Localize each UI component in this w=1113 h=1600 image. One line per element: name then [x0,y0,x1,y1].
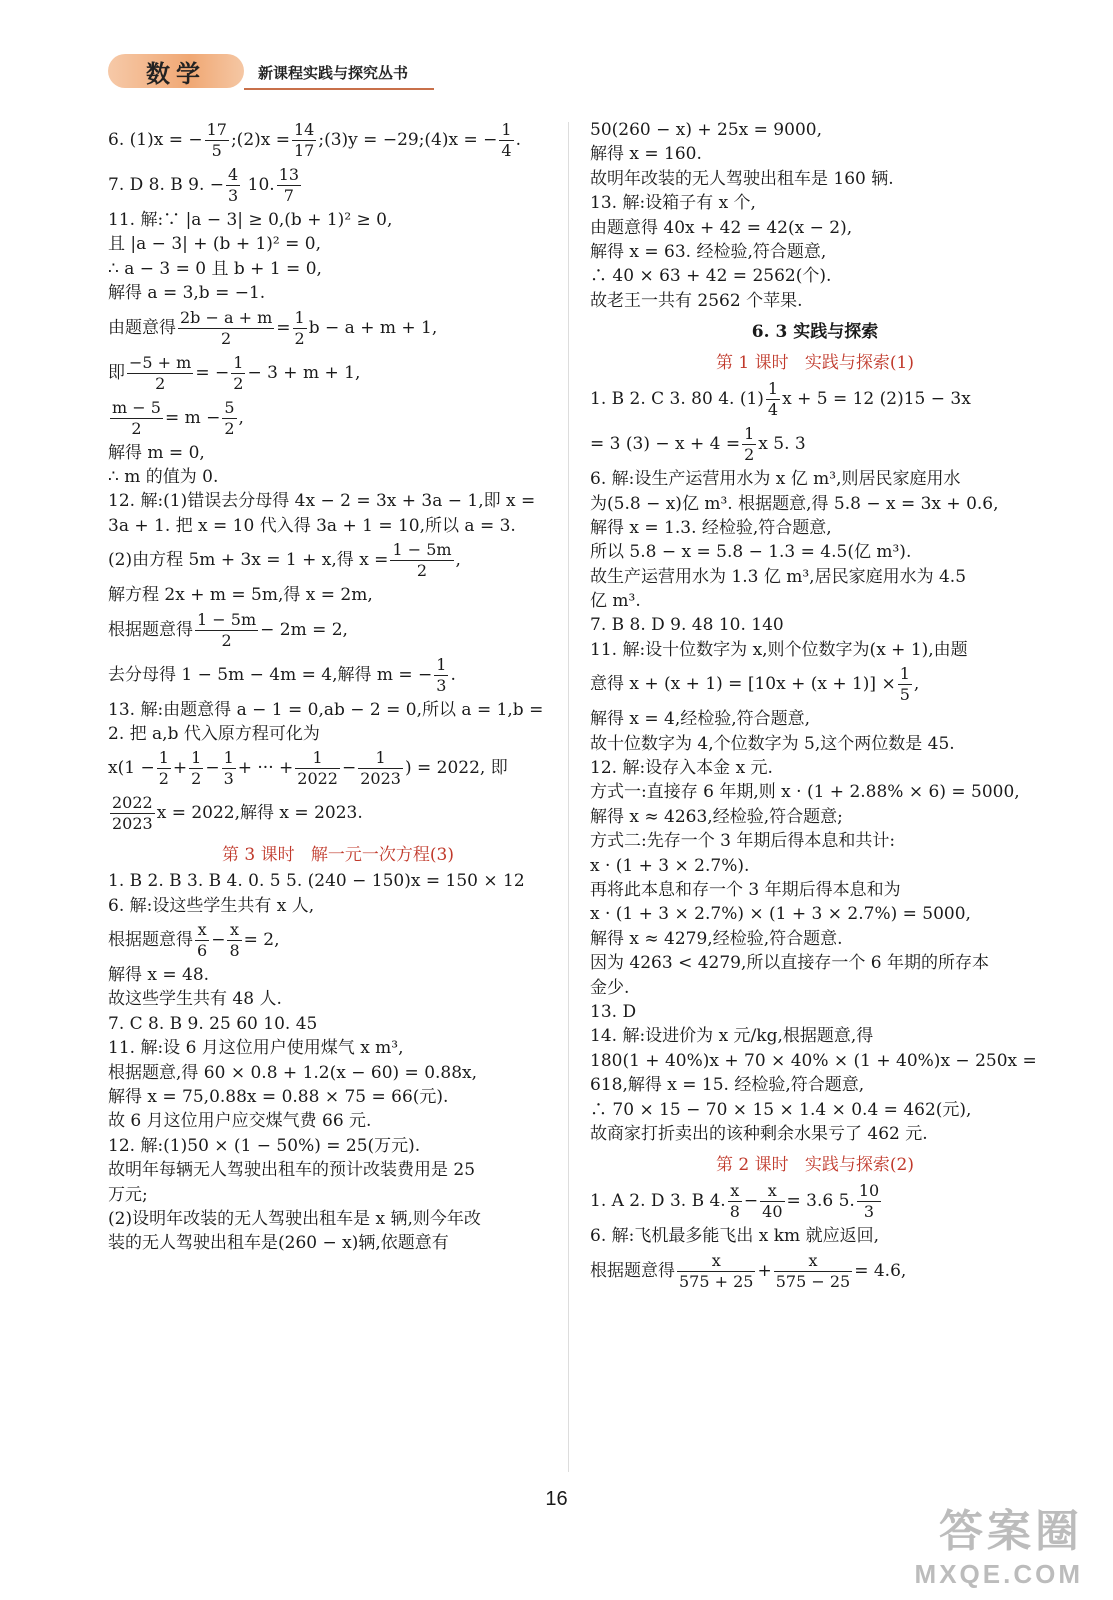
answer-line: 7. B 8. D 9. 48 10. 140 [590,615,784,636]
lesson-heading: 第 2 课时 实践与探索(2) [716,1155,914,1176]
answer-line: 金少. [590,977,630,998]
answer-line: 故 6 月这位用户应交煤气费 66 元. [108,1111,372,1132]
answer-line: $\frac{2022}{2023}$ x = 2022,解得 x = 2023. [112,793,363,834]
subject-badge: 数学 [108,54,244,88]
left-column [108,120,568,1258]
watermark [915,1495,1083,1590]
answer-line: = 3 (3) − x + 4 = $\frac{1}{2}$ x 5. 3 [590,424,806,465]
answer-line: 12. 解:(1)错误去分母得 4x − 2 = 3x + 3a − 1,即 x = [108,491,536,512]
answer-line: 1. A 2. D 3. B 4. $\frac{x}{8}$ − $\frac{x}{40}$ = 3.6 5. $\frac{10}{3}$ [590,1181,880,1222]
answer-line: 1. B 2. B 3. B 4. 0. 5 5. (240 − 150)x = 150 × 12 [108,871,525,892]
answer-line: 根据题意得 $\frac{x}{575 + 25}$ + $\frac{x}{575 - 25}$ = 4.6, [590,1250,907,1291]
answer-line: 且 |a − 3| + (b + 1)² = 0, [108,234,322,255]
answer-line: 618,解得 x = 15. 经检验,符合题意, [590,1075,865,1096]
answer-line: 即 $\frac{-5 + m}{2}$ = − $\frac{1}{2}$ − 3 + m + 1, [108,352,361,393]
answer-line: 所以 5.8 − x = 5.8 − 1.3 = 4.5(亿 m³). [590,542,912,563]
answer-line: 亿 m³. [590,591,641,612]
answer-line: 解得 x = 48. [108,965,210,986]
answer-line: 故老王一共有 2562 个苹果. [590,290,803,311]
answer-line: 12. 解:设存入本金 x 元. [590,758,773,779]
answer-line: 7. D 8. B 9. − $\frac{4}{3}$ 10. $\frac{13}{7}$ [108,165,300,205]
answer-line: 故明年每辆无人驾驶出租车的预计改装费用是 25 [108,1160,476,1181]
answer-line: 2. 把 a,b 代入原方程可化为 [108,723,320,744]
answer-line: 解得 x ≈ 4279,经检验,符合题意. [590,928,843,949]
answer-line: 去分母得 1 − 5m − 4m = 4,解得 m = − $\frac{1}{3}$ . [108,654,456,695]
answer-line: 解得 a = 3,b = −1. [108,283,266,304]
series-title: 新课程实践与探究丛书 [258,64,409,82]
right-column [590,120,1040,1296]
answer-line: 根据题意,得 60 × 0.8 + 1.2(x − 60) = 0.88x, [108,1062,478,1083]
answer-line: 故这些学生共有 48 人. [108,989,282,1010]
answer-line: 解得 m = 0, [108,442,205,463]
answer-line: 13. 解:设箱子有 x 个, [590,193,756,214]
answer-line: 7. C 8. B 9. 25 60 10. 45 [108,1013,318,1034]
answer-line: 180(1 + 40%)x + 70 × 40% × (1 + 40%)x − 250x = [590,1050,1037,1071]
answer-line: 装的无人驾驶出租车是(260 − x)辆,依题意有 [108,1233,449,1254]
answer-line: $\frac{m - 5}{2}$ = m − $\frac{5}{2}$ , [112,397,244,438]
lesson-heading: 第 1 课时 实践与探索(1) [716,353,914,374]
header-rule [244,88,434,90]
answer-line: 故明年改装的无人驾驶出租车是 160 辆. [590,168,894,189]
answer-line: 13. 解:由题意得 a − 1 = 0,ab − 2 = 0,所以 a = 1,b = [108,699,544,720]
answer-line: 6. 解:设生产运营用水为 x 亿 m³,则居民家庭用水 [590,469,961,490]
answer-line: 故十位数字为 4,个位数字为 5,这个两位数是 45. [590,733,955,754]
answer-line: 解得 x = 160. [590,144,702,165]
answer-line: 50(260 − x) + 25x = 9000, [590,120,822,140]
answer-line: 解得 x ≈ 4263,经检验,符合题意; [590,806,843,827]
answer-line: 3a + 1. 把 x = 10 代入得 3a + 1 = 10,所以 a = 3. [108,515,516,536]
answer-line: x · (1 + 3 × 2.7%) × (1 + 3 × 2.7%) = 5000, [590,904,971,925]
answer-line: ∴ m 的值为 0. [108,466,219,487]
watermark-logo-text: 答案圈 [939,1507,1083,1556]
answer-line: 解得 x = 75,0.88x = 0.88 × 75 = 66(元). [108,1087,449,1108]
answer-line: 6. (1)x = − $\frac{17}{5}$ ;(2)x = $\frac{14}{17}$ ;(3)y = −29;(4)x = − $\frac{1}{4}$ . [108,120,521,160]
answer-line: 1. B 2. C 3. 80 4. (1) $\frac{1}{4}$ x + 5 = 12 (2)15 − 3x [590,379,971,420]
answer-line: 由题意得 40x + 42 = 42(x − 2), [590,217,853,238]
answer-line: 解得 x = 1.3. 经检验,符合题意, [590,517,832,538]
answer-line: (2)由方程 5m + 3x = 1 + x,得 x = $\frac{1 - 5m}{2}$ , [108,540,461,581]
answer-line: 方式二:先存一个 3 年期后得本息和共计: [590,831,896,852]
answer-line: 11. 解:∵ |a − 3| ≥ 0,(b + 1)² ≥ 0, [108,210,393,230]
page-number: 16 [545,1488,568,1510]
answer-line: 6. 解:设这些学生共有 x 人, [108,895,315,916]
answer-line: 12. 解:(1)50 × (1 − 50%) = 25(万元). [108,1135,421,1156]
answer-line: 14. 解:设进价为 x 元/kg,根据题意,得 [590,1026,874,1047]
answer-line: 因为 4263 < 4279,所以直接存一个 6 年期的所存本 [590,953,990,974]
answer-line: 由题意得 $\frac{2b - a + m}{2}$ = $\frac{1}{2}$ b − a + m + 1, [108,307,438,348]
page-header [108,52,448,92]
watermark-url: MXQE.COM [914,1559,1083,1589]
answer-line: 故商家打折卖出的该种剩余水果亏了 462 元. [590,1123,928,1144]
answer-line: 解方程 2x + m = 5m,得 x = 2m, [108,585,373,606]
answer-line: 意得 x + (x + 1) = [10x + (x + 1)] × $\frac{1}{5}$ , [590,664,920,705]
answer-line: 为(5.8 − x)亿 m³. 根据题意,得 5.8 − x = 3x + 0.6, [590,493,999,514]
answer-line: 6. 解:飞机最多能飞出 x km 就应返回, [590,1226,879,1247]
answer-line: 方式一:直接存 6 年期,则 x · (1 + 2.88% × 6) = 5000, [590,782,1020,803]
lesson-heading: 第 3 课时 解一元一次方程(3) [222,845,454,866]
answer-line: ∴ 40 × 63 + 42 = 2562(个). [590,266,832,287]
answer-line: 11. 解:设 6 月这位用户使用煤气 x m³, [108,1038,404,1059]
answer-line: 再将此本息和存一个 3 年期后得本息和为 [590,879,901,900]
answer-line: 故生产运营用水为 1.3 亿 m³,居民家庭用水为 4.5 [590,566,967,587]
section-heading: 6. 3 实践与探索 [751,322,879,343]
answer-line: 解得 x = 63. 经检验,符合题意, [590,241,827,262]
answer-line: 根据题意得 $\frac{x}{6}$ − $\frac{x}{8}$ = 2, [108,920,280,961]
answer-line: x · (1 + 3 × 2.7%). [590,855,750,876]
answer-line: 13. D [590,1001,637,1022]
answer-line: 根据题意得 $\frac{1 - 5m}{2}$ − 2m = 2, [108,609,348,650]
answer-line: ∴ 70 × 15 − 70 × 15 × 1.4 × 0.4 = 462(元), [590,1099,972,1120]
answer-line: 11. 解:设十位数字为 x,则个位数字为(x + 1),由题 [590,639,968,660]
answer-line: 解得 x = 4,经检验,符合题意, [590,709,811,730]
answer-line: (2)设明年改装的无人驾驶出租车是 x 辆,则今年改 [108,1208,481,1229]
answer-line: ∴ a − 3 = 0 且 b + 1 = 0, [108,258,322,279]
column-divider [568,122,569,1472]
answer-line: 万元; [108,1184,148,1205]
answer-line: x(1 − $\frac{1}{2}$ + $\frac{1}{2}$ − $\frac{1}{3}$ + ··· + $\frac{1}{2022}$ − $\frac{1}{2023}$ ) = 2022, 即 [108,748,508,789]
